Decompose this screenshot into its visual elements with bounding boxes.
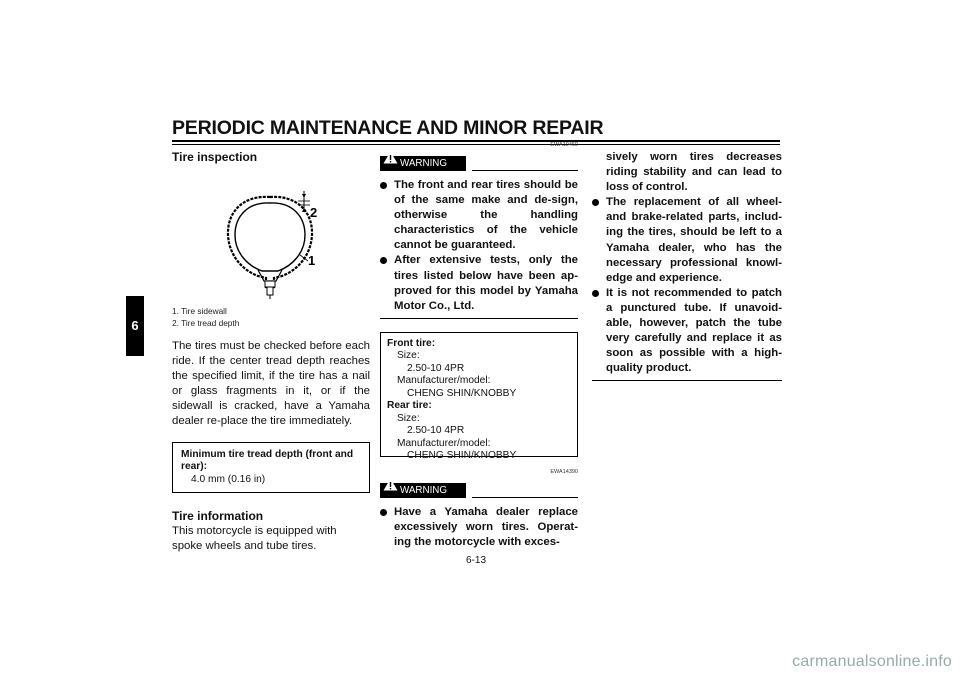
- rear-size-label: Size:: [397, 412, 420, 424]
- bullet-icon: [380, 182, 387, 189]
- page-title: PERIODIC MAINTENANCE AND MINOR REPAIR: [172, 117, 604, 139]
- tire-specs-box: [380, 332, 578, 462]
- list-item: [380, 178, 578, 253]
- front-size-value: 2.50-10 4PR: [407, 362, 465, 374]
- list-item-text: The front and rear tires should be of the same make and de-sign, otherwise the handling characteristics of the vehicle cannot be guaranteed.: [394, 179, 578, 252]
- warning-label: WARNING: [380, 156, 466, 171]
- spec-box-value: 4.0 mm (0.16 in): [191, 473, 266, 485]
- warning-header-1: [380, 142, 578, 172]
- warning-list-1: [380, 178, 578, 314]
- warning-header-2: [380, 468, 578, 499]
- warning-rule: [472, 497, 578, 498]
- header-rule: [172, 140, 780, 142]
- front-size-label: Size:: [397, 350, 420, 362]
- bullet-icon: [592, 290, 599, 297]
- bullet-icon: [380, 257, 387, 264]
- warning-triangle-icon: [383, 478, 398, 491]
- front-tire-label: Front tire:: [387, 337, 436, 349]
- warning-code: EWA14390: [550, 468, 578, 475]
- rear-mfr-value: CHENG SHIN/KNOBBY: [407, 450, 517, 462]
- warning-list-2: [380, 505, 578, 550]
- list-item: [592, 286, 782, 377]
- list-item: [592, 195, 782, 286]
- bullet-icon: [380, 509, 387, 516]
- tire-information-paragraph: This motorcycle is equipped with spoke wheels and tube tires.: [172, 525, 337, 553]
- bullet-icon: [592, 199, 599, 206]
- rear-tire-label: Rear tire:: [387, 400, 432, 412]
- warning-triangle-icon: [383, 151, 398, 164]
- tire-information-heading: Tire information: [172, 509, 264, 524]
- list-item-text: Have a Yamaha dealer replace excessively worn tires. Operat-ing the motorcycle with exces-: [394, 505, 578, 549]
- callout-2: 2: [310, 205, 318, 220]
- page-number: 6-13: [466, 555, 487, 566]
- header-rule-thin: [172, 144, 780, 145]
- column-left: [172, 150, 370, 554]
- warning-label: WARNING: [380, 483, 466, 498]
- warning-list-2-cont: [592, 195, 782, 376]
- column-middle: [380, 142, 578, 550]
- list-item-text: After extensive tests, only the tires listed below have been ap-proved for this model by Yamaha Motor Co., Ltd.: [394, 254, 578, 312]
- list-item: [380, 253, 578, 313]
- warning-continuation: sively worn tires decreases riding stability and can lead to loss of control.: [606, 151, 782, 194]
- caption-tread-depth: 2. Tire tread depth: [172, 318, 240, 328]
- warning-rule: [472, 170, 578, 171]
- inspection-paragraph: The tires must be checked before each ride. If the center tread depth reaches the specified limit, if the tire has a nail or glass fragments in it, or if the sidewall is cracked, have a Yamaha dealer re-place the tire immediately.: [172, 340, 370, 428]
- column-right: [592, 150, 782, 381]
- watermark: carmanualsonline.info: [792, 653, 952, 670]
- warning-end-rule: [592, 380, 782, 381]
- front-mfr-label: Manufacturer/model:: [397, 375, 491, 387]
- list-item-text: It is not recommended to patch a punctured tube. If unavoid-able, however, patch the tube very carefully and replace it as soon as possible with a high-quality product.: [606, 286, 782, 375]
- front-mfr-value: CHENG SHIN/KNOBBY: [407, 387, 517, 399]
- tire-inspection-heading: Tire inspection: [172, 150, 258, 164]
- rear-mfr-label: Manufacturer/model:: [397, 437, 491, 449]
- warning-code: EWA10460: [550, 142, 578, 148]
- rear-size-value: 2.50-10 4PR: [407, 425, 465, 437]
- tire-cross-section-illustration: [172, 165, 370, 305]
- list-item: [380, 505, 578, 550]
- tire-figure: [172, 165, 370, 305]
- callout-1: 1: [308, 253, 316, 268]
- tread-depth-spec-box: [172, 442, 370, 494]
- list-item-text: The replacement of all wheel- and brake-related parts, includ-ing the tires, should be left to a Yamaha dealer, who has the necessary professional knowl-edge and experience.: [606, 196, 782, 284]
- chapter-tab: 6: [126, 296, 144, 356]
- spec-box-title: Minimum tire tread depth (front and rear):: [181, 448, 354, 473]
- caption-sidewall: 1. Tire sidewall: [172, 306, 227, 316]
- warning-end-rule: [380, 318, 578, 319]
